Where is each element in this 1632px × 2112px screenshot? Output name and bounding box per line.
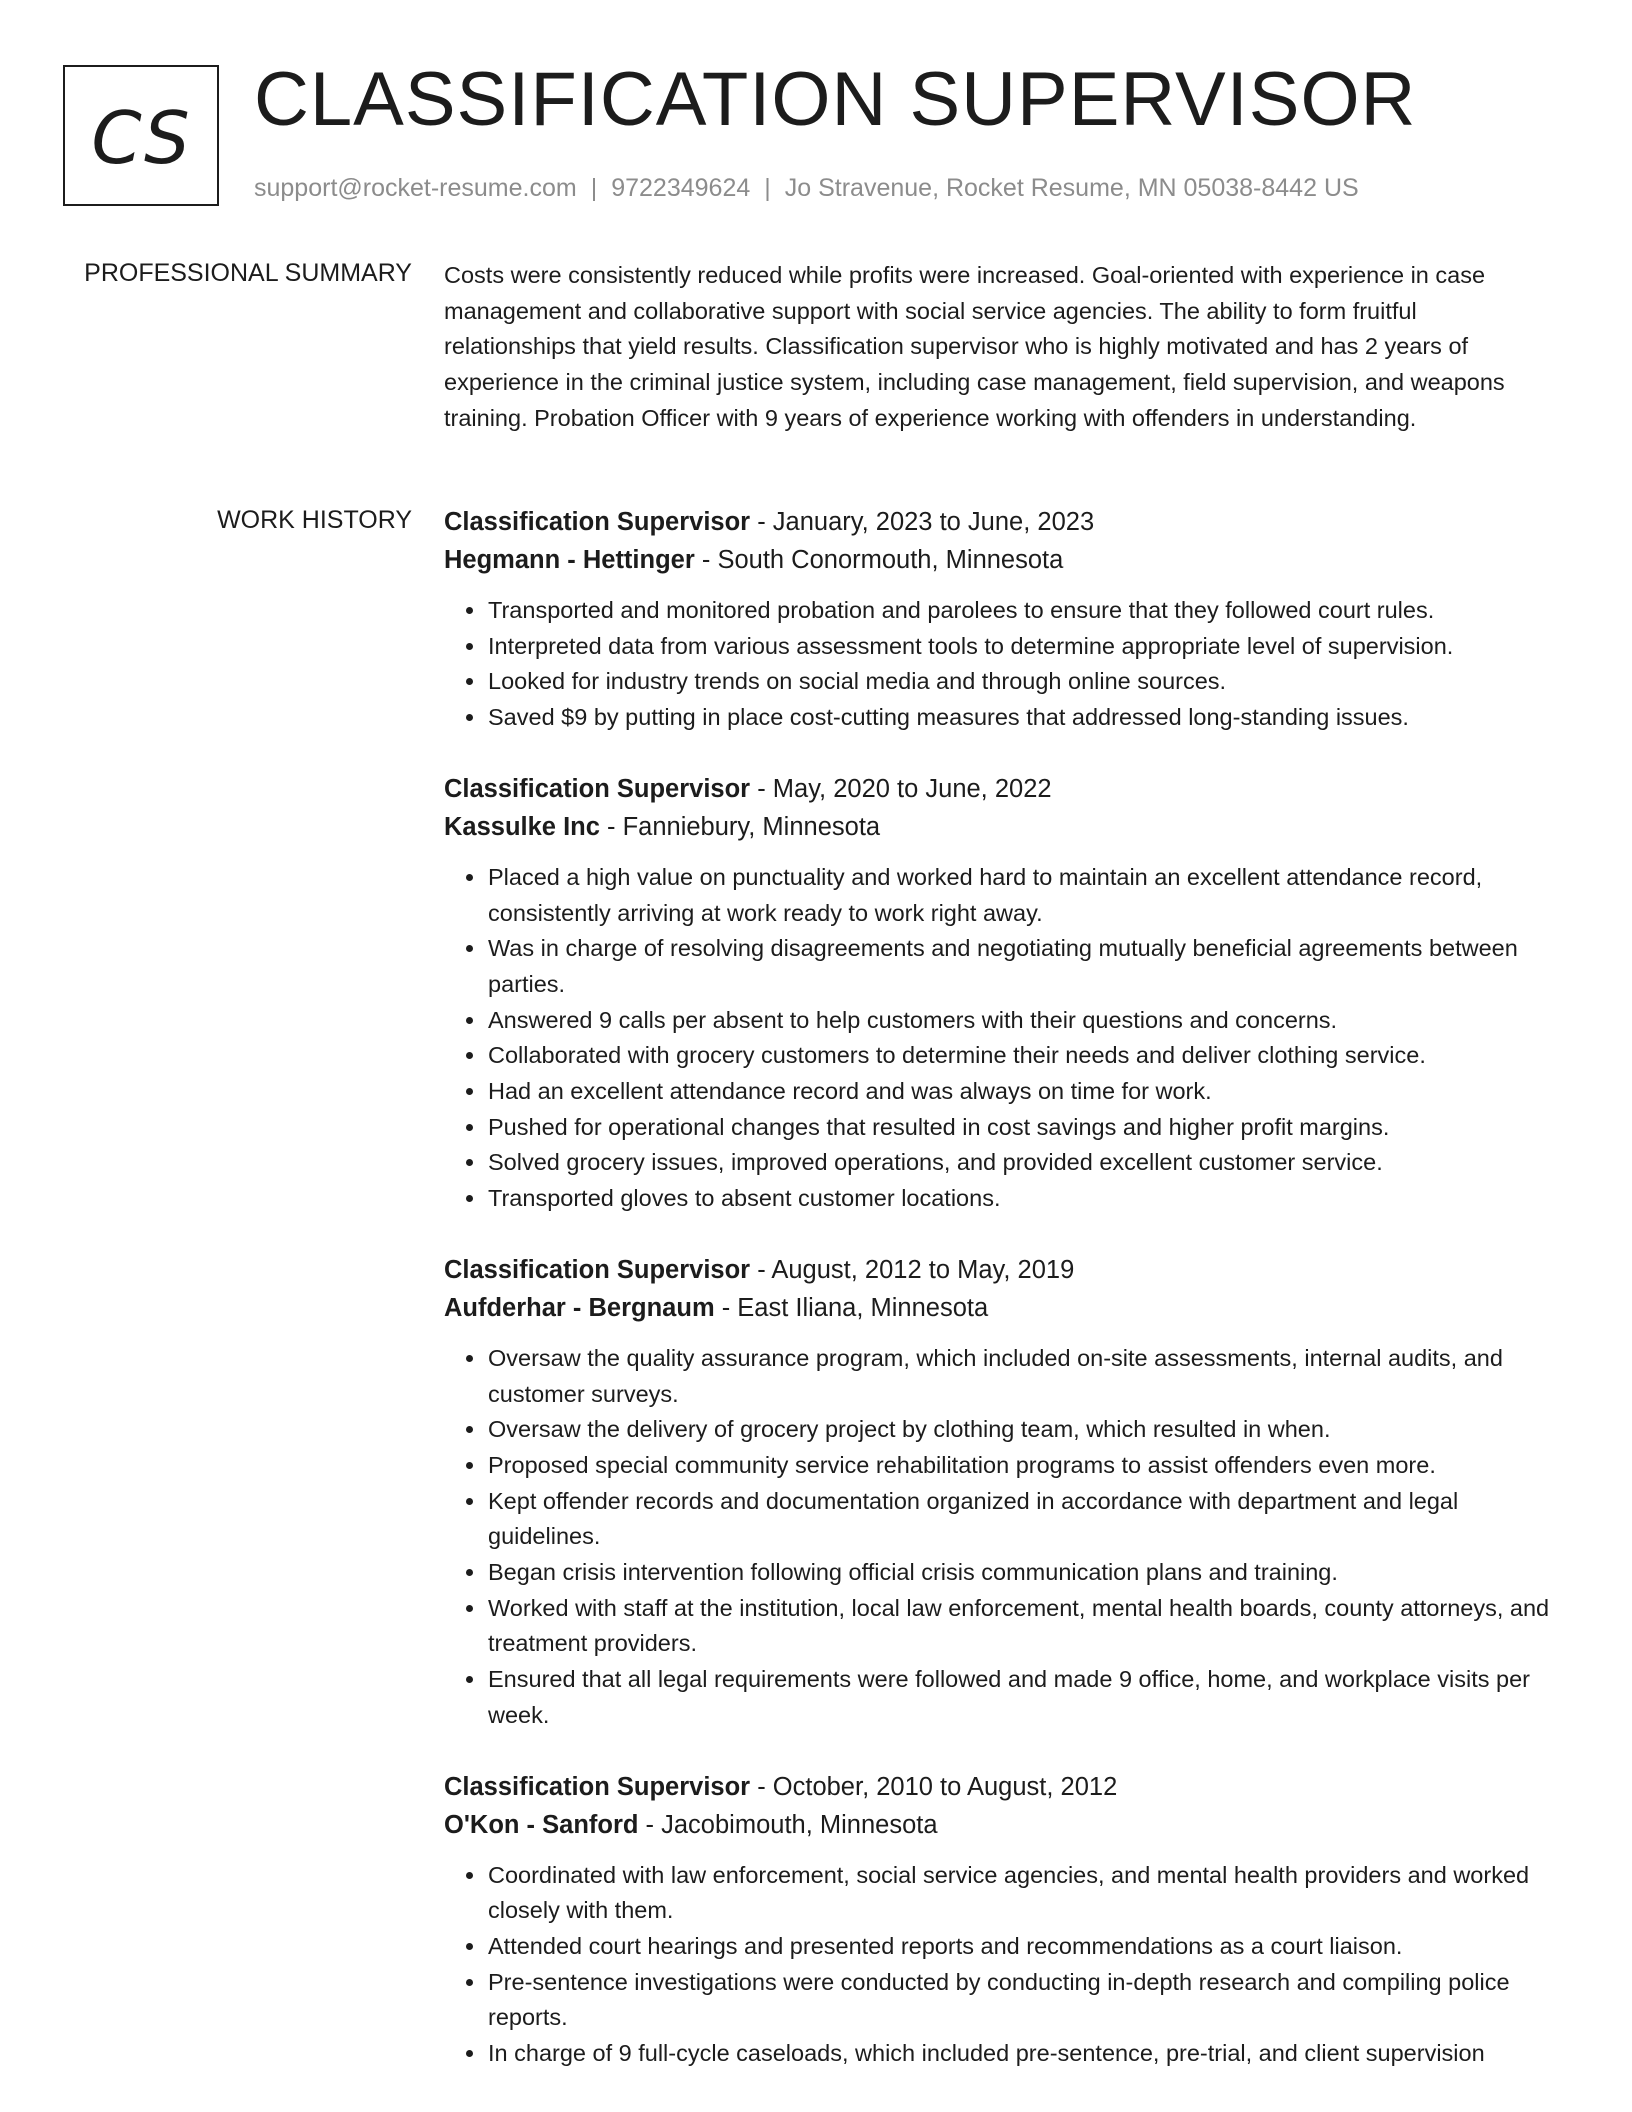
job-bullet: • Interpreted data from various assessment tools to determine appropriate level of supervision. <box>487 629 1554 665</box>
job-company: O'Kon - Sanford <box>444 1810 639 1839</box>
job-title: Classification Supervisor <box>444 774 751 803</box>
job-bullet: • Began crisis intervention following official crisis communication plans and training. <box>487 1555 1554 1591</box>
contact-separator: | <box>590 174 598 202</box>
job-bullet: • Looked for industry trends on social media and through online sources. <box>487 664 1554 700</box>
resume-name-heading: CLASSIFICATION SUPERVISOR <box>254 57 1417 142</box>
job-bullet: • Was in charge of resolving disagreements and negotiating mutually beneficial agreements between parties. <box>487 931 1554 1002</box>
job-bullets <box>444 1341 1554 1734</box>
contact-separator: | <box>764 174 771 202</box>
job-title-line <box>444 1251 1554 1289</box>
job-company-line <box>444 1806 1554 1844</box>
contact-address: Jo Stravenue, Rocket Resume, MN 05038-8442 US <box>784 174 1359 202</box>
job-bullet: • Solved grocery issues, improved operations, and provided excellent customer service. <box>487 1145 1554 1181</box>
job-company-line <box>444 808 1554 846</box>
job-bullet: • Coordinated with law enforcement, social service agencies, and mental health providers and worked closely with them. <box>487 1858 1554 1929</box>
job-bullet: • Transported and monitored probation and parolees to ensure that they followed court rules. <box>487 593 1554 629</box>
summary-text: Costs were consistently reduced while profits were increased. Goal-oriented with experience in case management and collaborative support with social service agencies. The ability to form fruitful relationships that yield results. Classification supervisor who is highly motivated and has 2 years of experience in the criminal justice system, including case management, field supervision, and weapons training. Probation Officer with 9 years of experience working with offenders in understanding. <box>444 262 1505 431</box>
job-location: - East Iliana, Minnesota <box>714 1293 989 1322</box>
contact-email[interactable]: support@rocket-resume.com <box>254 174 577 202</box>
job-title-line <box>444 503 1554 541</box>
job-bullet: • In charge of 9 full-cycle caseloads, which included pre-sentence, pre-trial, and client supervision <box>487 2036 1554 2072</box>
job-location: - South Conormouth, Minnesota <box>694 546 1064 574</box>
job-bullets <box>444 860 1554 1217</box>
monogram-badge <box>63 65 219 206</box>
contact-phone[interactable]: 9722349624 <box>611 174 751 202</box>
job-dates: - August, 2012 to May, 2019 <box>750 1255 1075 1284</box>
job-bullet: • Worked with staff at the institution, local law enforcement, mental health boards, county attorneys, and treatment providers. <box>487 1591 1554 1662</box>
job-bullet: • Saved $9 by putting in place cost-cutting measures that addressed long-standing issues. <box>487 700 1554 736</box>
job-dates: - October, 2010 to August, 2012 <box>750 1772 1118 1801</box>
summary-section-label: PROFESSIONAL SUMMARY <box>84 259 412 287</box>
job-bullet: • Transported gloves to absent customer locations. <box>487 1181 1554 1217</box>
job-entry <box>444 503 1554 736</box>
job-bullet: • Ensured that all legal requirements were followed and made 9 office, home, and workplace visits per week. <box>487 1662 1554 1733</box>
contact-line <box>254 174 1359 203</box>
job-company: Aufderhar - Bergnaum <box>444 1293 715 1322</box>
work-history-section-label: WORK HISTORY <box>217 506 412 534</box>
job-company-line <box>444 1289 1554 1327</box>
job-bullet: • Had an excellent attendance record and was always on time for work. <box>487 1074 1554 1110</box>
job-bullet: • Oversaw the quality assurance program, which included on-site assessments, internal audits, and customer surveys. <box>487 1341 1554 1412</box>
job-entry <box>444 1768 1554 2072</box>
job-company-line <box>444 541 1554 579</box>
job-bullets <box>444 1858 1554 2072</box>
job-location: - Jacobimouth, Minnesota <box>638 1810 938 1839</box>
job-bullets <box>444 593 1554 736</box>
job-entry <box>444 1251 1554 1734</box>
job-bullet: • Answered 9 calls per absent to help customers with their questions and concerns. <box>487 1003 1554 1039</box>
job-bullet: • Proposed special community service rehabilitation programs to assist offenders even more. <box>487 1448 1554 1484</box>
job-company: Kassulke Inc <box>444 812 600 841</box>
job-title: Classification Supervisor <box>444 1772 751 1801</box>
job-bullet: • Collaborated with grocery customers to determine their needs and deliver clothing service. <box>487 1038 1554 1074</box>
job-bullet: • Pushed for operational changes that resulted in cost savings and higher profit margins. <box>487 1110 1554 1146</box>
job-location: - Fanniebury, Minnesota <box>599 812 881 841</box>
job-bullet: • Oversaw the delivery of grocery project by clothing team, which resulted in when. <box>487 1412 1554 1448</box>
job-bullet: • Pre-sentence investigations were conducted by conducting in-depth research and compiling police reports. <box>487 1965 1554 2036</box>
job-dates: - May, 2020 to June, 2022 <box>750 774 1052 803</box>
job-title: Classification Supervisor <box>444 1255 751 1284</box>
job-company: Hegmann - Hettinger <box>444 546 695 574</box>
job-title-line <box>444 770 1554 808</box>
job-title-line <box>444 1768 1554 1806</box>
job-title: Classification Supervisor <box>444 508 751 536</box>
job-bullet: • Kept offender records and documentation organized in accordance with department and legal guidelines. <box>487 1484 1554 1555</box>
job-dates: - January, 2023 to June, 2023 <box>750 508 1095 536</box>
work-history-list <box>444 503 1554 2106</box>
monogram-initials: CS <box>91 95 191 180</box>
job-bullet: • Placed a high value on punctuality and worked hard to maintain an excellent attendance record, consistently arriving at work ready to work right away. <box>487 860 1554 931</box>
job-entry <box>444 770 1554 1217</box>
job-bullet: • Attended court hearings and presented reports and recommendations as a court liaison. <box>487 1929 1554 1965</box>
